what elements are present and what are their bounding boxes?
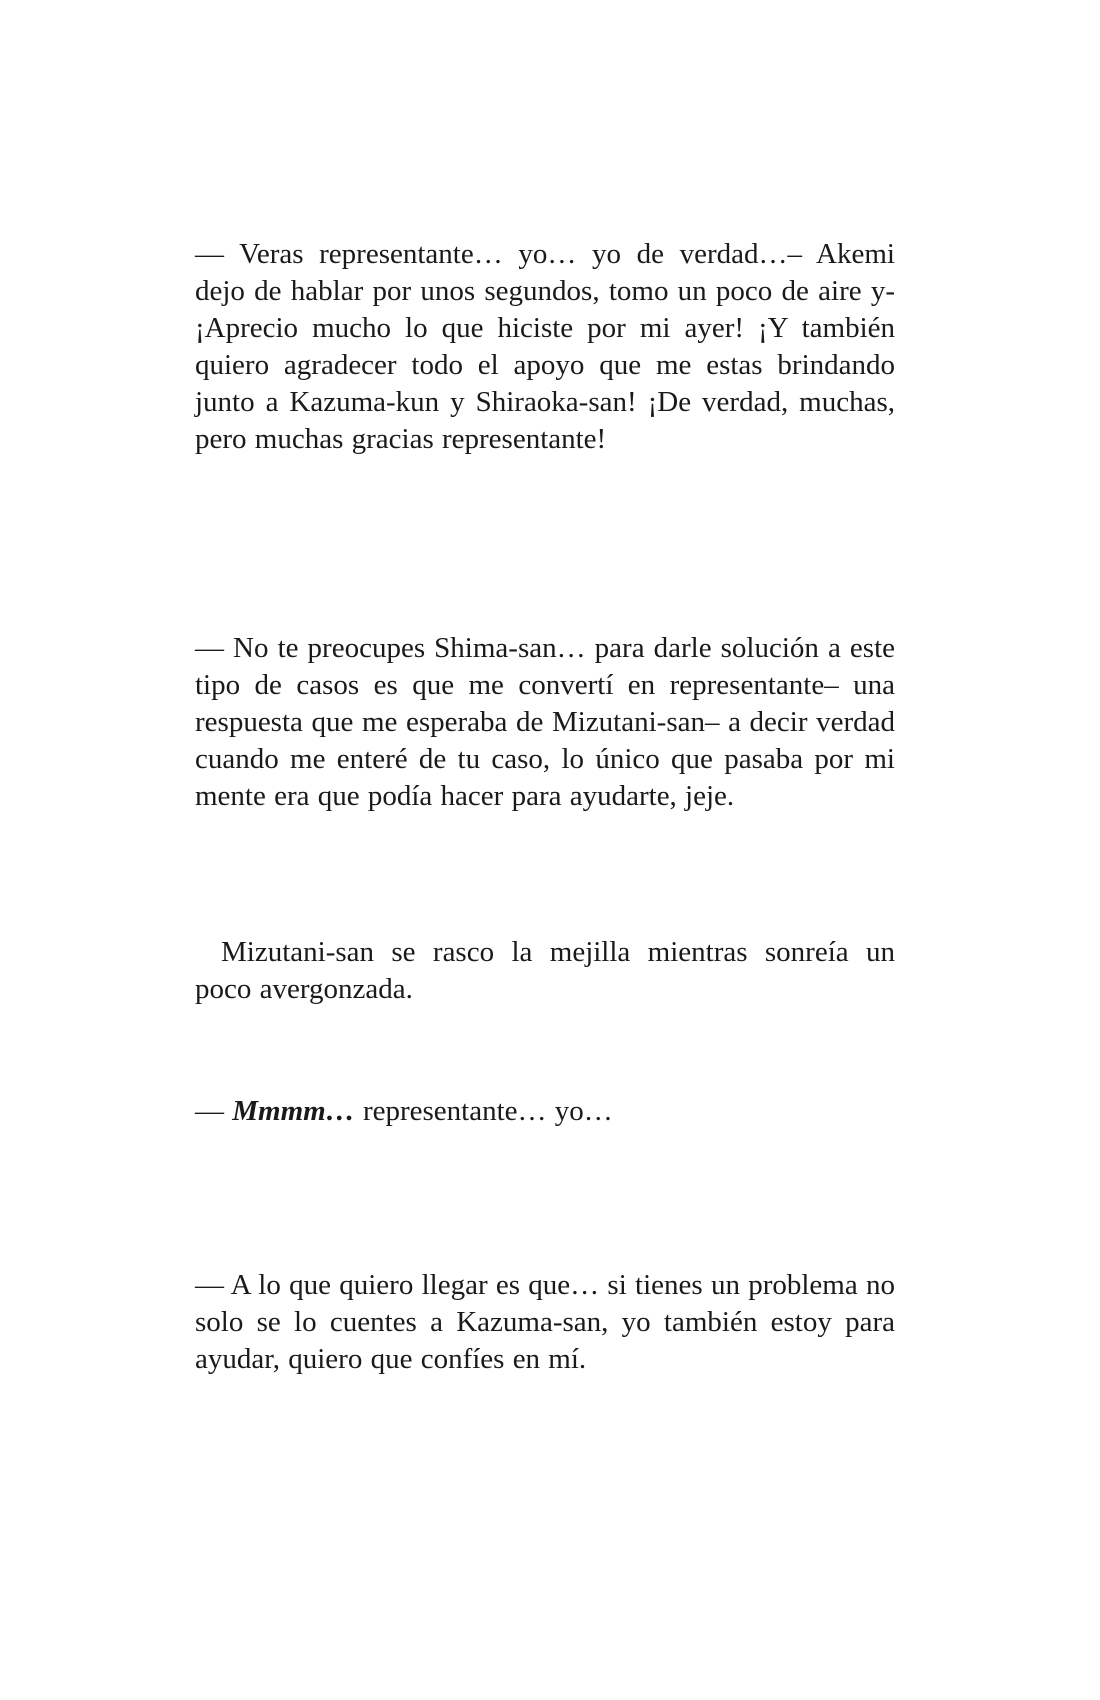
paragraph-4	[195, 1093, 895, 1130]
paragraph-5: — A lo que quiero llegar es que… si tienes un problema no solo se lo cuentes a Kazuma-san, yo también estoy para ayudar, quiero que confíes en mí.	[195, 1269, 895, 1375]
paragraph-3: Mizutani-san se rasco la mejilla mientras sonreía un poco avergonzada.	[195, 936, 895, 1005]
paragraph-2: — No te preocupes Shima-san… para darle solución a este tipo de casos es que me convertí en representante– una respuesta que me esperaba de Mizutani-san– a decir verdad cuando me enteré de tu caso, lo único que pasaba por mi mente era que podía hacer para ayudarte, jeje.	[195, 632, 895, 812]
paragraph-4-rest: representante… yo…	[354, 1095, 613, 1127]
emphasized-text: Mmmm…	[232, 1095, 355, 1127]
paragraph-1: — Veras representante… yo… yo de verdad…– Akemi dejo de hablar por unos segundos, tomo un poco de aire y- ¡Aprecio mucho lo que hiciste por mi ayer! ¡Y también quiero agradecer todo el apoyo que me estas brindando junto a Kazuma-kun y Shiraoka-san! ¡De verdad, muchas, pero muchas gracias representante!	[195, 238, 895, 455]
dialogue-dash: —	[195, 1095, 233, 1127]
